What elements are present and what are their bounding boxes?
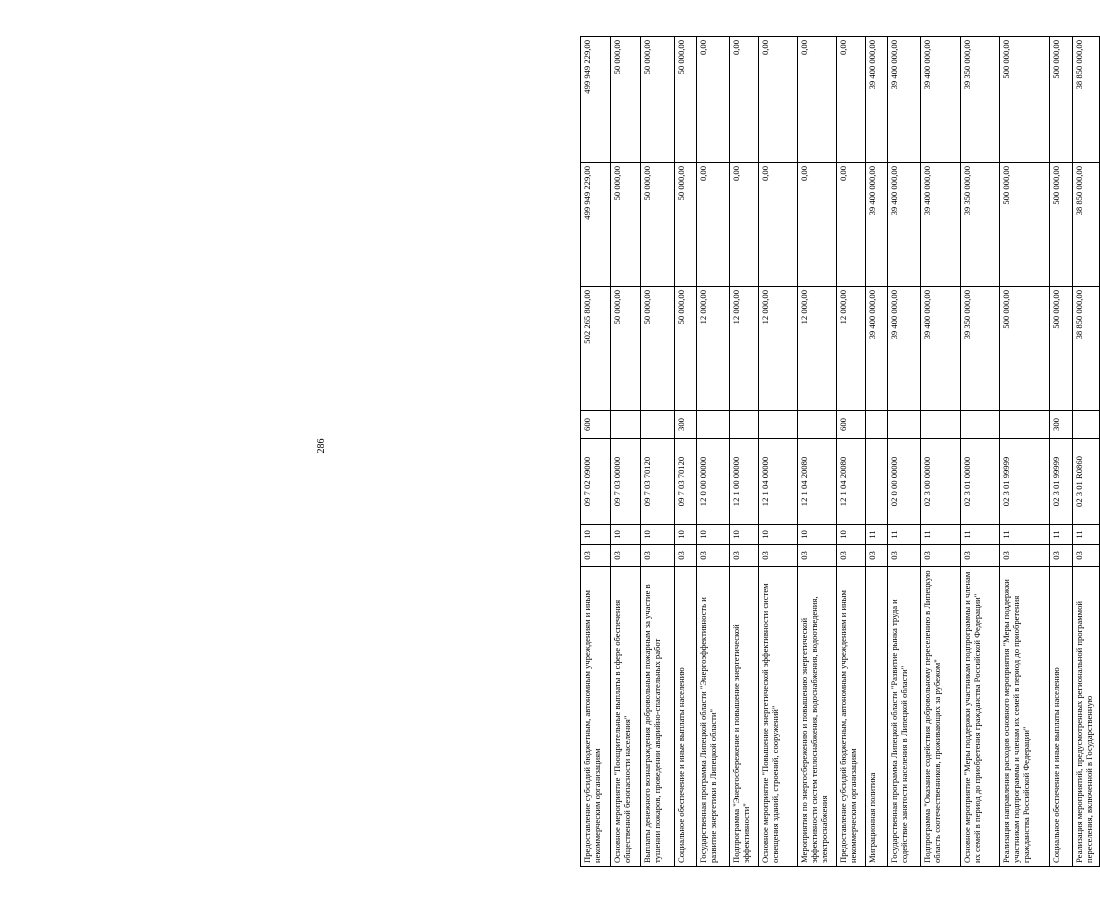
table-row xyxy=(887,37,920,867)
expense-type-cell xyxy=(921,411,960,439)
amount-year-3-cell: 39 400 000,00 xyxy=(921,37,960,163)
amount-year-1-cell: 500 000,00 xyxy=(1050,287,1072,411)
expense-type-cell xyxy=(999,411,1049,439)
section-code-cell: 03 xyxy=(581,545,611,567)
amount-year-1-cell: 12 000,00 xyxy=(758,287,797,411)
subsection-code-cell: 11 xyxy=(999,525,1049,545)
expense-type-cell xyxy=(611,411,640,439)
amount-year-2-cell: 38 850 000,00 xyxy=(1072,163,1099,287)
table-row xyxy=(865,37,887,867)
section-code-cell: 03 xyxy=(730,545,758,567)
amount-year-2-cell: 0,00 xyxy=(798,163,837,287)
amount-year-3-cell: 39 400 000,00 xyxy=(887,37,920,163)
expense-type-cell xyxy=(960,411,999,439)
target-article-cell: 12 1 04 00000 xyxy=(758,439,797,525)
amount-year-3-cell: 0,00 xyxy=(730,37,758,163)
section-code-cell: 03 xyxy=(887,545,920,567)
amount-year-1-cell: 12 000,00 xyxy=(697,287,730,411)
target-article-cell: 09 7 03 70120 xyxy=(674,439,696,525)
amount-year-3-cell: 500 000,00 xyxy=(999,37,1049,163)
section-code-cell: 03 xyxy=(960,545,999,567)
amount-year-3-cell: 50 000,00 xyxy=(611,37,640,163)
amount-year-2-cell: 50 000,00 xyxy=(674,163,696,287)
expense-type-cell xyxy=(1072,411,1099,439)
amount-year-1-cell: 500 000,00 xyxy=(999,287,1049,411)
table-row xyxy=(960,37,999,867)
table-row xyxy=(640,37,674,867)
amount-year-1-cell: 39 400 000,00 xyxy=(921,287,960,411)
table-row xyxy=(837,37,865,867)
amount-year-1-cell: 50 000,00 xyxy=(640,287,674,411)
row-name-cell: Социальное обеспечение и иные выплаты населению xyxy=(1050,567,1072,867)
amount-year-3-cell: 0,00 xyxy=(697,37,730,163)
table-row xyxy=(1050,37,1072,867)
table-row xyxy=(611,37,640,867)
target-article-cell: 09 7 02 09000 xyxy=(581,439,611,525)
section-code-cell: 03 xyxy=(1072,545,1099,567)
target-article-cell: 02 3 01 00000 xyxy=(960,439,999,525)
amount-year-1-cell: 39 400 000,00 xyxy=(865,287,887,411)
subsection-code-cell: 10 xyxy=(697,525,730,545)
table-row xyxy=(798,37,837,867)
expense-type-cell xyxy=(697,411,730,439)
row-name-cell: Социальное обеспечение и иные выплаты населению xyxy=(674,567,696,867)
row-name-cell: Подпрограмма "Энергосбережение и повышение энергетической эффективности" xyxy=(730,567,758,867)
section-code-cell: 03 xyxy=(640,545,674,567)
section-code-cell: 03 xyxy=(697,545,730,567)
target-article-cell: 09 7 03 00000 xyxy=(611,439,640,525)
expense-type-cell: 300 xyxy=(1050,411,1072,439)
expense-type-cell xyxy=(640,411,674,439)
amount-year-1-cell: 39 400 000,00 xyxy=(887,287,920,411)
table-row xyxy=(697,37,730,867)
amount-year-2-cell: 0,00 xyxy=(758,163,797,287)
subsection-code-cell: 11 xyxy=(1072,525,1099,545)
subsection-code-cell: 10 xyxy=(581,525,611,545)
table-row xyxy=(581,37,611,867)
amount-year-3-cell: 50 000,00 xyxy=(640,37,674,163)
amount-year-1-cell: 12 000,00 xyxy=(837,287,865,411)
target-article-cell: 12 1 04 20080 xyxy=(798,439,837,525)
expense-type-cell xyxy=(798,411,837,439)
table-row xyxy=(999,37,1049,867)
amount-year-1-cell: 39 350 000,00 xyxy=(960,287,999,411)
amount-year-2-cell: 39 400 000,00 xyxy=(865,163,887,287)
amount-year-2-cell: 39 400 000,00 xyxy=(887,163,920,287)
expense-type-cell: 300 xyxy=(674,411,696,439)
row-name-cell: Государственная программа Липецкой области "Развитие рынка труда и содействие занятости населения в Липецкой области" xyxy=(887,567,920,867)
section-code-cell: 03 xyxy=(999,545,1049,567)
amount-year-1-cell: 50 000,00 xyxy=(674,287,696,411)
subsection-code-cell: 10 xyxy=(730,525,758,545)
subsection-code-cell: 10 xyxy=(798,525,837,545)
table-row xyxy=(674,37,696,867)
page-number: 286 xyxy=(316,438,327,454)
target-article-cell: 02 3 01 99999 xyxy=(999,439,1049,525)
row-name-cell: Основное мероприятие "Повышение энергетической эффективности систем освещения зданий, строений, сооружений" xyxy=(758,567,797,867)
subsection-code-cell: 11 xyxy=(960,525,999,545)
amount-year-2-cell: 0,00 xyxy=(730,163,758,287)
table-row xyxy=(1072,37,1099,867)
section-code-cell: 03 xyxy=(611,545,640,567)
subsection-code-cell: 11 xyxy=(1050,525,1072,545)
subsection-code-cell: 11 xyxy=(887,525,920,545)
amount-year-2-cell: 39 350 000,00 xyxy=(960,163,999,287)
amount-year-2-cell: 0,00 xyxy=(697,163,730,287)
amount-year-1-cell: 50 000,00 xyxy=(611,287,640,411)
section-code-cell: 03 xyxy=(758,545,797,567)
row-name-cell: Предоставление субсидий бюджетным, автономным учреждениям и иным некоммерческим организациям xyxy=(837,567,865,867)
amount-year-2-cell: 500 000,00 xyxy=(1050,163,1072,287)
budget-table xyxy=(580,36,1100,867)
amount-year-2-cell: 500 000,00 xyxy=(999,163,1049,287)
amount-year-1-cell: 502 265 800,00 xyxy=(581,287,611,411)
subsection-code-cell: 10 xyxy=(837,525,865,545)
amount-year-3-cell: 0,00 xyxy=(798,37,837,163)
section-code-cell: 03 xyxy=(674,545,696,567)
expense-type-cell: 600 xyxy=(581,411,611,439)
row-name-cell: Миграционная политика xyxy=(865,567,887,867)
subsection-code-cell: 10 xyxy=(640,525,674,545)
amount-year-3-cell: 39 400 000,00 xyxy=(865,37,887,163)
subsection-code-cell: 11 xyxy=(865,525,887,545)
amount-year-2-cell: 39 400 000,00 xyxy=(921,163,960,287)
section-code-cell: 03 xyxy=(798,545,837,567)
section-code-cell: 03 xyxy=(837,545,865,567)
target-article-cell: 12 1 00 00000 xyxy=(730,439,758,525)
table-row xyxy=(758,37,797,867)
row-name-cell: Мероприятия по энергосбережению и повышению энергетической эффективности систем теплоснабжения, водоснабжения, водоотведения, электроснабжения xyxy=(798,567,837,867)
budget-table-rotated xyxy=(580,37,1100,867)
row-name-cell: Выплаты денежного вознаграждения добровольным пожарным за участие в тушении пожаров, проведении аварийно-спасательных работ xyxy=(640,567,674,867)
amount-year-2-cell: 499 949 229,00 xyxy=(581,163,611,287)
subsection-code-cell: 11 xyxy=(921,525,960,545)
target-article-cell: 12 0 00 00000 xyxy=(697,439,730,525)
amount-year-3-cell: 38 850 000,00 xyxy=(1072,37,1099,163)
target-article-cell: 02 3 01 R0860 xyxy=(1072,439,1099,525)
subsection-code-cell: 10 xyxy=(674,525,696,545)
row-name-cell: Государственная программа Липецкой области "Энергоэффективность и развитие энергетики в Липецкой области" xyxy=(697,567,730,867)
subsection-code-cell: 10 xyxy=(611,525,640,545)
amount-year-3-cell: 499 949 229,00 xyxy=(581,37,611,163)
row-name-cell: Подпрограмма "Оказание содействия добровольному переселению в Липецкую область соотечественников, проживающих за рубежом" xyxy=(921,567,960,867)
target-article-cell: 02 3 00 00000 xyxy=(921,439,960,525)
expense-type-cell xyxy=(887,411,920,439)
expense-type-cell xyxy=(865,411,887,439)
amount-year-2-cell: 50 000,00 xyxy=(640,163,674,287)
table-row xyxy=(730,37,758,867)
amount-year-1-cell: 12 000,00 xyxy=(798,287,837,411)
expense-type-cell: 600 xyxy=(837,411,865,439)
subsection-code-cell: 10 xyxy=(758,525,797,545)
section-code-cell: 03 xyxy=(865,545,887,567)
row-name-cell: Предоставление субсидий бюджетным, автономным учреждениям и иным некоммерческим организациям xyxy=(581,567,611,867)
target-article-cell: 12 1 04 20080 xyxy=(837,439,865,525)
amount-year-3-cell: 0,00 xyxy=(758,37,797,163)
amount-year-3-cell: 39 350 000,00 xyxy=(960,37,999,163)
expense-type-cell xyxy=(758,411,797,439)
amount-year-3-cell: 50 000,00 xyxy=(674,37,696,163)
amount-year-1-cell: 12 000,00 xyxy=(730,287,758,411)
row-name-cell: Основное мероприятие "Поощрительные выплаты в сфере обеспечения общественной безопасности населения" xyxy=(611,567,640,867)
amount-year-2-cell: 0,00 xyxy=(837,163,865,287)
amount-year-2-cell: 50 000,00 xyxy=(611,163,640,287)
target-article-cell: 02 0 00 00000 xyxy=(887,439,920,525)
amount-year-3-cell: 0,00 xyxy=(837,37,865,163)
target-article-cell: 02 3 01 99999 xyxy=(1050,439,1072,525)
row-name-cell: Основное мероприятие "Меры поддержки участникам подпрограммы и членам их семей в период до приобретения гражданства Российской Федерации" xyxy=(960,567,999,867)
amount-year-3-cell: 500 000,00 xyxy=(1050,37,1072,163)
row-name-cell: Реализация направления расходов основного мероприятия "Меры поддержки участникам подпрограммы и членам их семей в период до приобретения гражданства Российской Федерации" xyxy=(999,567,1049,867)
row-name-cell: Реализация мероприятий, предусмотренных региональной программой переселения, включенной в Государственную xyxy=(1072,567,1099,867)
amount-year-1-cell: 38 850 000,00 xyxy=(1072,287,1099,411)
section-code-cell: 03 xyxy=(921,545,960,567)
section-code-cell: 03 xyxy=(1050,545,1072,567)
table-row xyxy=(921,37,960,867)
target-article-cell: 09 7 03 70120 xyxy=(640,439,674,525)
expense-type-cell xyxy=(730,411,758,439)
target-article-cell xyxy=(865,439,887,525)
